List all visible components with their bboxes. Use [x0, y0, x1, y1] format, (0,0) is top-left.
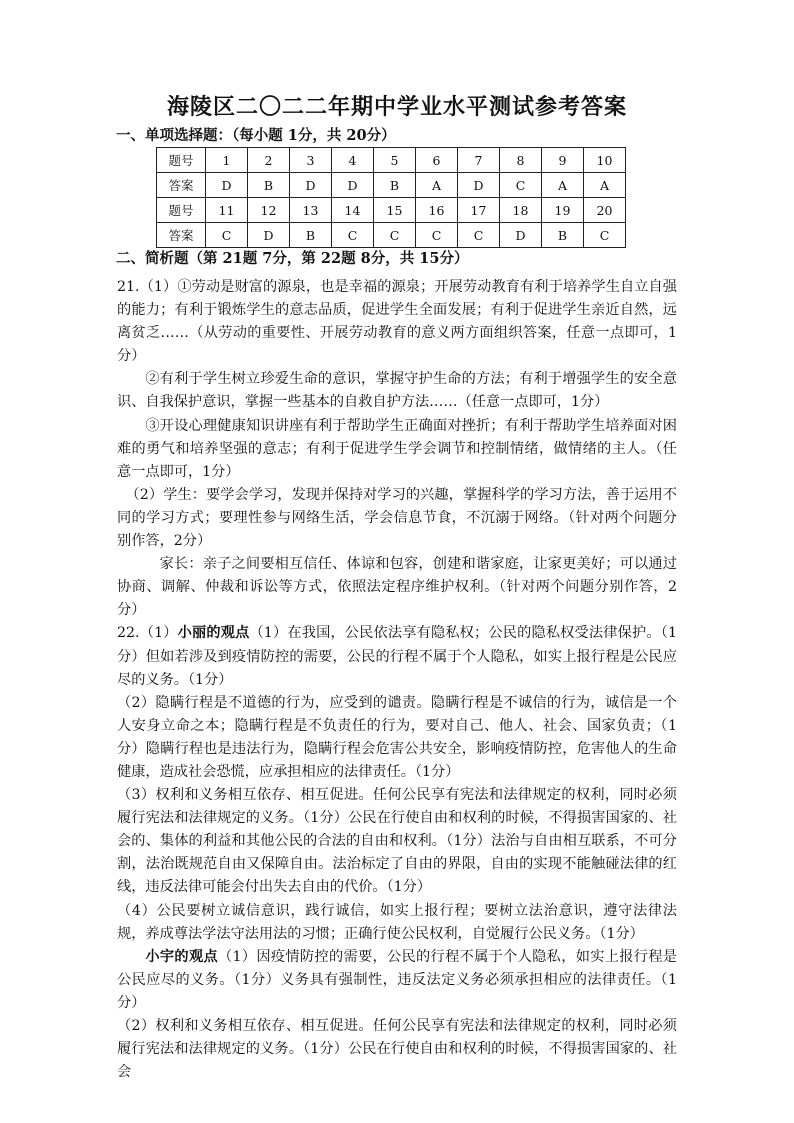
answer-body [117, 276, 677, 1084]
keyword-xiaoyu: 小宇的观点 [145, 948, 218, 965]
page-title: 海陵区二〇二二年期中学业水平测试参考答案 [166, 94, 627, 120]
table-cell: 3 [290, 148, 332, 173]
table-cell: D [458, 173, 500, 198]
answer-22-3: （3）权利和义务相互依存、相互促进。任何公民享有宪法和法律规定的权利，同时必须履行宪法和法律规定的义务。（1分）公民在行使自由和权利的时候，不得损害国家的、社会的、集体的利益和其他公民的合法的自由和权利。（1分）法治与自由相互联系，不可分割，法治既规范自由又保障自由。法治标定了自由的界限，自由的实现不能触碰法律的红线，违反法律可能会付出失去自由的代价。（1分） [117, 787, 677, 896]
table-cell: B [542, 223, 584, 248]
table-cell: 9 [542, 148, 584, 173]
answer-22-xiaoyu-text: （1）因疫情防控的需要，公民的行程不属于个人隐私，如实上报行程是公民应尽的义务。（1分）义务具有强制性，违反法定义务必须承担相应的法律责任。（1分） [117, 948, 677, 1011]
answer-21-2-parent: 家长：亲子之间要相互信任、体谅和包容，创建和谐家庭，让家更美好；可以通过协商、调解、仲裁和诉讼等方式，依照法定程序维护权利。（针对两个问题分别作答，2分） [117, 556, 677, 619]
answer-21-1: 21.（1）①劳动是财富的源泉，也是幸福的源泉；开展劳动教育有利于培养学生自立自强的能力；有利于锻炼学生的意志品质，促进学生全面发展；有利于促进学生亲近自然，远离贫乏……（从劳动的重要性、开展劳动教育的意义两方面组织答案，任意一点即可，1分） [117, 279, 677, 365]
answer-22-2: （2）隐瞒行程是不道德的行为，应受到的谴责。隐瞒行程是不诚信的行为，诚信是一个人安身立命之本；隐瞒行程是不负责任的行为，要对自己、他人、社会、国家负责；（1分）隐瞒行程也是违法行为，隐瞒行程会危害公共安全，影响疫情防控，危害他人的生命健康，造成社会恐慌，应承担相应的法律责任。（1分） [117, 694, 677, 780]
section-heading-analysis: 二、简析题（第 21题 7分，第 22题 8分，共 15分） [116, 250, 469, 267]
table-cell: 12 [248, 198, 290, 223]
table-cell: 5 [374, 148, 416, 173]
answer-22-4: （4）公民要树立诚信意识，践行诚信，如实上报行程；要树立法治意识，遵守法律法规，养成尊法学法守法用法的习惯；正确行使公民权利，自觉履行公民义务。（1分） [117, 902, 677, 942]
table-cell: C [500, 173, 542, 198]
keyword-xiaoli: 小丽的观点 [177, 625, 250, 642]
table-cell: 8 [500, 148, 542, 173]
table-cell: 20 [584, 198, 626, 223]
question-number: 22.（1） [117, 625, 178, 642]
answer-22-xiaoyu-2: （2）权利和义务相互依存、相互促进。任何公民享有宪法和法律规定的权利，同时必须履行宪法和法律规定的义务。（1分）公民在行使自由和权利的时候，不得损害国家的、社会 [117, 1018, 677, 1081]
answer-table [156, 147, 626, 248]
table-cell: 10 [584, 148, 626, 173]
table-cell: 1 [206, 148, 248, 173]
table-cell: B [374, 173, 416, 198]
answer-21-1-point-3: ③开设心理健康知识讲座有利于帮助学生正确面对挫折；有利于帮助学生培养面对困难的勇气和培养坚强的意志；有利于促进学生学会调节和控制情绪，做情绪的主人。（任意一点即可，1分） [117, 417, 677, 480]
table-cell: 11 [206, 198, 248, 223]
table-cell: 18 [500, 198, 542, 223]
table-cell: B [248, 173, 290, 198]
table-cell: 2 [248, 148, 290, 173]
answer-21-1-point-2: ②有利于学生树立珍爱生命的意识，掌握守护生命的方法；有利于增强学生的安全意识、自我保护意识，掌握一些基本的自救自护方法……（任意一点即可，1分） [117, 371, 677, 411]
answer-21-2-student: （2）学生：要学会学习，发现并保持对学习的兴趣，掌握科学的学习方法，善于运用不同的学习方式；要理性参与网络生活，学会信息节食，不沉溺于网络。（针对两个问题分别作答，2分） [117, 486, 677, 550]
table-cell: C [206, 223, 248, 248]
table-row [157, 148, 626, 173]
table-cell: 7 [458, 148, 500, 173]
table-cell: D [290, 173, 332, 198]
table-cell: D [206, 173, 248, 198]
table-cell: B [290, 223, 332, 248]
table-row-header: 题号 [157, 198, 206, 223]
table-cell: 17 [458, 198, 500, 223]
table-row-header: 题号 [157, 148, 206, 173]
table-cell: 16 [416, 198, 458, 223]
table-cell: A [584, 173, 626, 198]
table-cell: A [542, 173, 584, 198]
table-cell: A [416, 173, 458, 198]
table-cell: C [416, 223, 458, 248]
answer-22-1 [117, 622, 677, 691]
table-cell: D [248, 223, 290, 248]
table-cell: 6 [416, 148, 458, 173]
table-cell: C [584, 223, 626, 248]
table-row [157, 223, 626, 248]
table-cell: 19 [542, 198, 584, 223]
table-cell: C [458, 223, 500, 248]
table-cell: D [332, 173, 374, 198]
answer-22-1-text: （1）在我国，公民依法享有隐私权；公民的隐私权受法律保护。（1分）但如若涉及到疫情防控的需要，公民的行程不属于个人隐私，如实上报行程是公民应尽的义务。（1分） [117, 625, 677, 688]
table-cell: D [500, 223, 542, 248]
table-cell: 14 [332, 198, 374, 223]
table-cell: C [374, 223, 416, 248]
answer-22-xiaoyu [117, 946, 677, 1015]
table-cell: 15 [374, 198, 416, 223]
table-cell: 13 [290, 198, 332, 223]
table-cell: C [332, 223, 374, 248]
table-cell: 4 [332, 148, 374, 173]
section-heading-choice: 一、单项选择题：（每小题 1分，共 20分） [116, 127, 396, 144]
table-row-header: 答案 [157, 223, 206, 248]
table-row [157, 173, 626, 198]
table-row [157, 198, 626, 223]
table-row-header: 答案 [157, 173, 206, 198]
